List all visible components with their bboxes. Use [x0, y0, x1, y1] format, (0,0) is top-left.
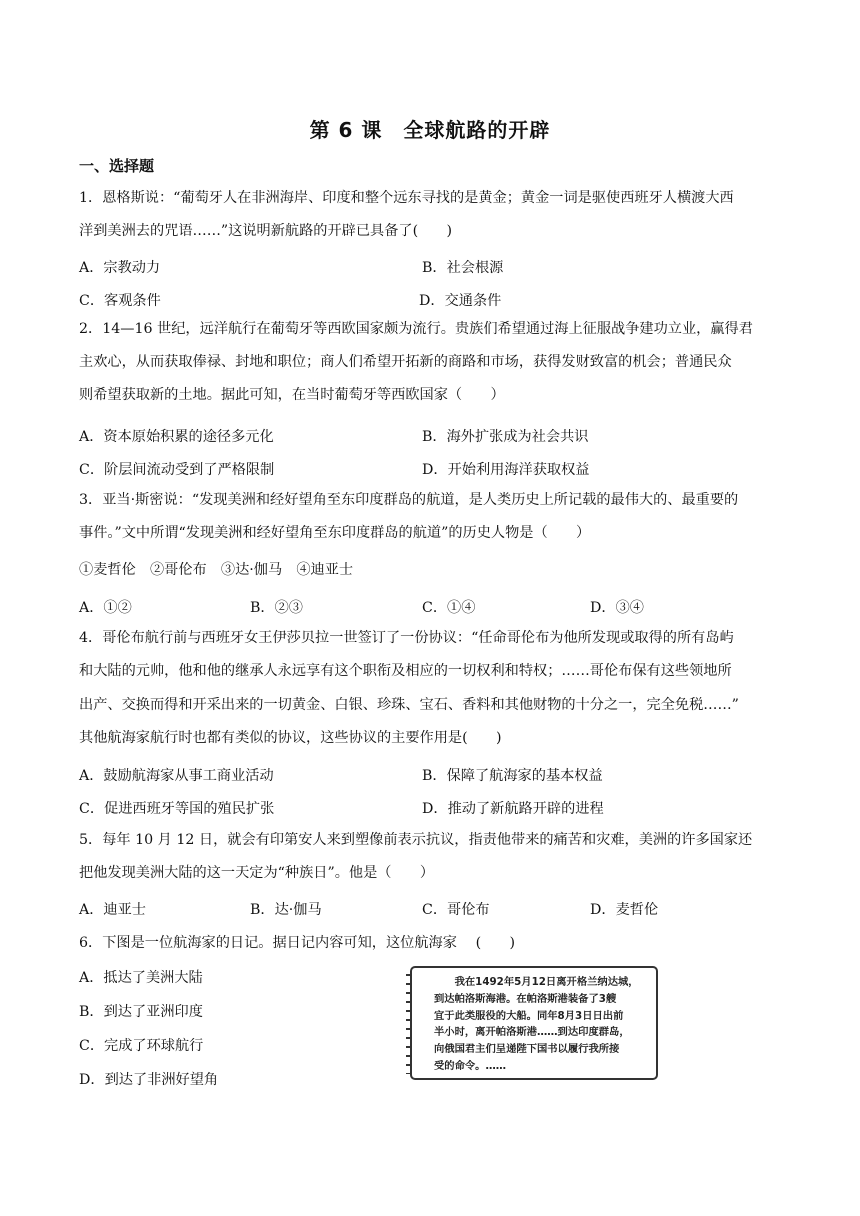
q4-option-b: B．保障了航海家的基本权益	[422, 768, 603, 784]
q4-option-a: A．鼓励航海家从事工商业活动	[79, 768, 274, 784]
question-4-line-1: 4．哥伦布航行前与西班牙女王伊莎贝拉一世签订了一份协议：“任命哥伦布为他所发现或取得的所有岛屿	[79, 630, 734, 646]
q5-option-a: A．迪亚士	[79, 902, 146, 918]
q2-option-d: D．开始利用海洋获取权益	[422, 462, 590, 478]
q1-option-c: C．客观条件	[79, 293, 161, 309]
q5-option-b: B．达·伽马	[250, 902, 322, 918]
question-3-line-2: 事件。”文中所谓“发现美洲和经好望角至东印度群岛的航道”的历史人物是（ ）	[79, 525, 591, 541]
page-title: 第 6 课 全球航路的开辟	[309, 118, 551, 142]
question-6-line-1: 6．下图是一位航海家的日记。据日记内容可知，这位航海家 ( )	[79, 935, 516, 951]
q3-option-a: A．①②	[79, 600, 132, 616]
q1-option-b: B．社会根源	[422, 260, 504, 276]
section-heading: 一、选择题	[79, 157, 155, 175]
q3-option-c: C．①④	[422, 600, 476, 616]
question-5-line-2: 把他发现美洲大陆的这一天定为“种族日”。他是（ ）	[79, 865, 435, 881]
question-4-line-2: 和大陆的元帅，他和他的继承人永远享有这个职衔及相应的一切权利和特权；……哥伦布保有这些领地所	[79, 663, 732, 679]
question-2-line-2: 主欢心，从而获取俸禄、封地和职位；商人们希望开拓新的商路和市场，获得发财致富的机会；普通民众	[79, 354, 732, 370]
q5-option-c: C．哥伦布	[422, 902, 490, 918]
q6-option-b: B．到达了亚洲印度	[79, 1004, 203, 1020]
q3-option-b: B．②③	[250, 600, 303, 616]
q6-option-d: D．到达了非洲好望角	[79, 1072, 219, 1088]
q2-option-c: C．阶层间流动受到了严格限制	[79, 462, 275, 478]
q1-option-a: A．宗教动力	[79, 260, 161, 276]
question-4-line-3: 出产、交换而得和开采出来的一切黄金、白银、珍珠、宝石、香料和其他财物的十分之一，完全免税……”	[79, 697, 739, 713]
question-2-line-3: 则希望获取新的土地。据此可知，在当时葡萄牙等西欧国家（ ）	[79, 387, 505, 403]
q4-option-c: C．促进西班牙等国的殖民扩张	[79, 801, 275, 817]
q4-option-d: D．推动了新航路开辟的进程	[422, 801, 604, 817]
diary-figure	[410, 966, 658, 1080]
q6-option-c: C．完成了环球航行	[79, 1038, 204, 1054]
question-2-line-1: 2．14—16 世纪，远洋航行在葡萄牙等西欧国家颇为流行。贵族们希望通过海上征服战争建功立业，赢得君	[79, 321, 753, 337]
q2-option-a: A．资本原始积累的途径多元化	[79, 429, 274, 445]
question-1-line-2: 洋到美洲去的咒语……”这说明新航路的开辟已具备了( )	[79, 223, 453, 239]
question-1-line-1: 1．恩格斯说：“葡萄牙人在非洲海岸、印度和整个远东寻找的是黄金；黄金一词是驱使西班牙人横渡大西	[79, 190, 734, 206]
question-3-line-3: ①麦哲伦 ②哥伦布 ③达·伽马 ④迪亚士	[79, 562, 354, 578]
q5-option-d: D．麦哲伦	[590, 902, 659, 918]
q6-option-a: A．抵达了美洲大陆	[79, 970, 203, 986]
diary-text: 我在1492年5月12日离开格兰纳达城， 到达帕洛斯海港。在帕洛斯港装备了3艘 宜于此类服役的大船。同年8月3日日出前 半小时，离开帕洛斯港……到达印度群岛， 向俄国君主们呈递陛下国书以履行我所接 受的命令。……	[434, 976, 639, 1072]
q2-option-b: B．海外扩张成为社会共识	[422, 429, 589, 445]
question-5-line-1: 5．每年 10 月 12 日，就会有印第安人来到塑像前表示抗议，指责他带来的痛苦和灾难，美洲的许多国家还	[79, 832, 753, 848]
question-3-line-1: 3．亚当·斯密说：“发现美洲和经好望角至东印度群岛的航道，是人类历史上所记载的最伟大的、最重要的	[79, 492, 739, 508]
question-4-line-4: 其他航海家航行时也都有类似的协议，这些协议的主要作用是( )	[79, 730, 502, 746]
q1-option-d: D．交通条件	[419, 293, 502, 309]
q3-option-d: D．③④	[590, 600, 644, 616]
